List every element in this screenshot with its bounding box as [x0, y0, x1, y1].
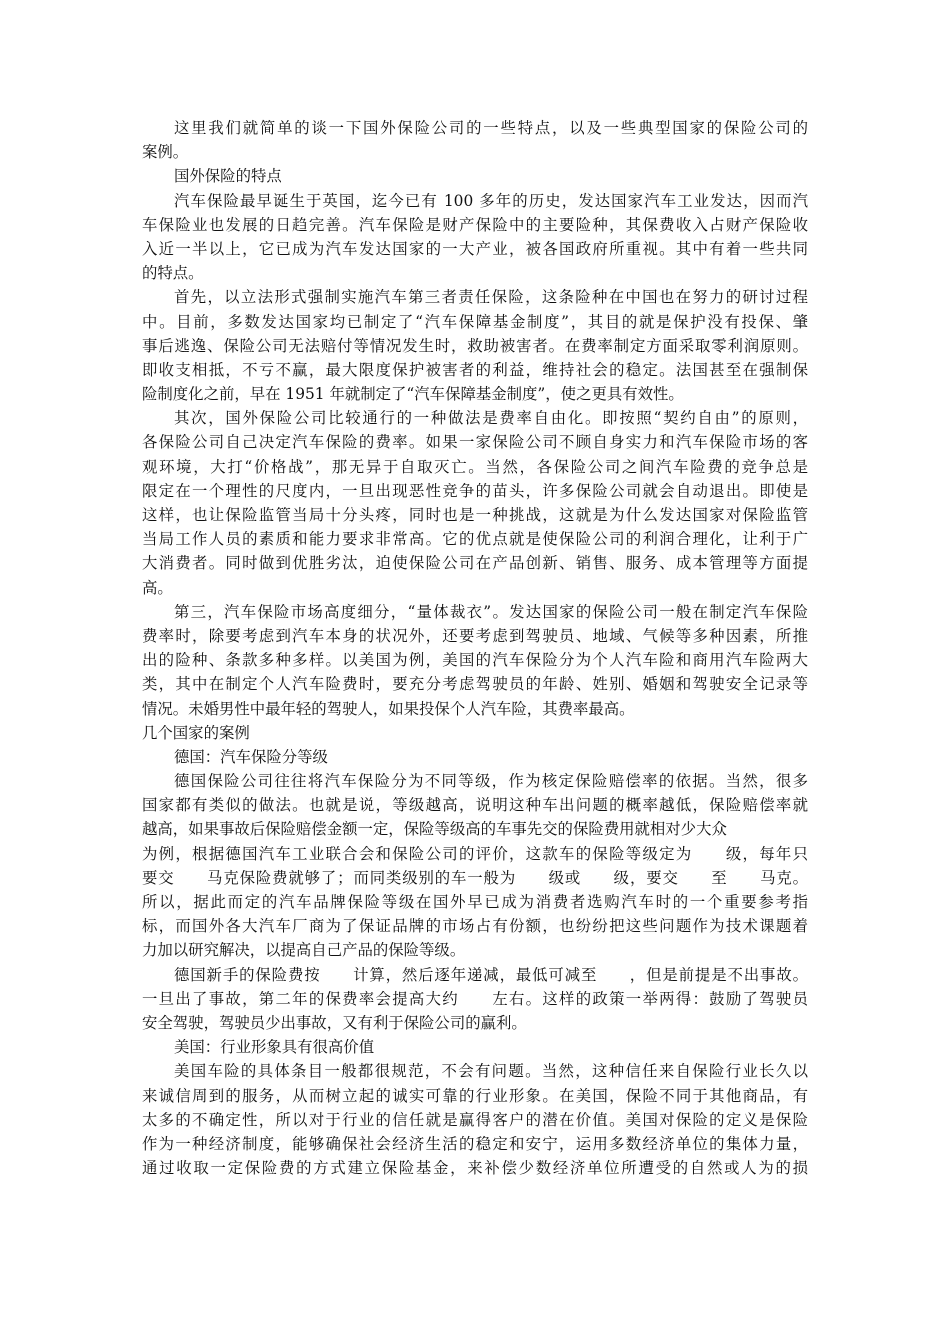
paragraph-line: 一旦出了事故，第二年的保费率会提高大约 左右。这样的政策一举两得：鼓励了驾驶员 — [142, 989, 808, 1008]
paragraph-line: 越高，如果事故后保险赔偿金额一定，保险等级高的车事先交的保险费用就相对少大众 — [142, 820, 727, 839]
paragraph-line: 即收支相抵，不亏不赢，最大限度保护被害者的利益，维持社会的稳定。法国甚至在强制保 — [142, 360, 808, 379]
document-page — [142, 116, 808, 1180]
paragraph-line: 其次，国外保险公司比较通行的一种做法是费率自由化。即按照“契约自由”的原则， — [174, 409, 808, 428]
paragraph-line: 出的险种、条款多种多样。以美国为例，美国的汽车保险分为个人汽车险和商用汽车险两大 — [142, 651, 808, 670]
paragraph-line: 作为一种经济制度，能够确保社会经济生活的稳定和安宁，运用多数经济单位的集体力量， — [142, 1134, 808, 1153]
paragraph-line: 所以，据此而定的汽车品牌保险等级在国外早已成为消费者选购汽车时的一个重要参考指 — [142, 893, 808, 911]
paragraph-line: 限定在一个理性的尺度内，一旦出现恶性竞争的苗头，许多保险公司就会自动退出。即使是 — [142, 481, 808, 500]
intro-line: 案例。 — [142, 143, 189, 162]
paragraph-line: 中。目前，多数发达国家均已制定了“汽车保障基金制度”，其目的就是保护没有投保、肇 — [142, 312, 808, 331]
heading-foreign-insurance-features: 国外保险的特点 — [174, 167, 282, 186]
intro-line: 这里我们就简单的谈一下国外保险公司的一些特点，以及一些典型国家的保险公司的 — [174, 119, 808, 137]
paragraph-line: 汽车保险最早诞生于英国，迄今已有 100 多年的历史，发达国家汽车工业发达，因而汽 — [174, 191, 808, 210]
paragraph-line: 车保险业也发展的日趋完善。汽车保险是财产保险中的主要险种，其保费收入占财产保险收 — [142, 215, 808, 234]
heading-usa: 美国：行业形象具有很高价值 — [174, 1038, 375, 1057]
paragraph-line: 观环境，大打“价格战”，那无异于自取灭亡。当然，各保险公司之间汽车险费的竞争总是 — [142, 457, 808, 476]
paragraph-line: 德国新手的保险费按 计算，然后逐年递减，最低可减至 ，但是前提是不出事故。 — [174, 965, 808, 984]
paragraph-line: 入近一半以上，它已成为汽车发达国家的一大产业，被各国政府所重视。其中有着一些共同 — [142, 239, 808, 258]
paragraph-line: 国家都有类似的做法。也就是说，等级越高，说明这种车出问题的概率越低，保险赔偿率就 — [142, 796, 808, 815]
paragraph-line: 德国保险公司往往将汽车保险分为不同等级，作为核定保险赔偿率的依据。当然，很多 — [174, 772, 808, 791]
paragraph-line: 力加以研究解决，以提高自己产品的保险等级。 — [142, 941, 466, 960]
paragraph-line: 要交 马克保险费就够了；而同类级别的车一般为 级或 级，要交 至 马克。 — [142, 868, 808, 887]
paragraph-line: 情况。未婚男性中最年轻的驾驶人，如果投保个人汽车险，其费率最高。 — [142, 699, 635, 718]
paragraph-line: 高。 — [142, 578, 173, 597]
paragraph-line: 通过收取一定保险费的方式建立保险基金，来补偿少数经济单位所遭受的自然或人为的损 — [142, 1159, 808, 1178]
paragraph-line: 费率时，除要考虑到汽车本身的状况外，还要考虑到驾驶员、地域、气候等多种因素，所推 — [142, 626, 808, 645]
heading-germany: 德国：汽车保险分等级 — [174, 747, 328, 766]
paragraph-line: 当局工作人员的素质和能力要求非常高。它的优点就是使保险公司的利润合理化，让利于广 — [142, 530, 808, 549]
paragraph-line: 安全驾驶，驾驶员少出事故，又有利于保险公司的赢利。 — [142, 1013, 527, 1032]
paragraph-line: 类，其中在制定个人汽车险费时，要充分考虑驾驶员的年龄、姓别、婚姻和驾驶安全记录等 — [142, 675, 808, 694]
paragraph-line: 美国车险的具体条目一般都很规范，不会有问题。当然，这种信任来自保险行业长久以 — [174, 1062, 808, 1081]
paragraph-line: 来诚信周到的服务，从而树立起的诚实可靠的行业形象。在美国，保险不同于其他商品，有 — [142, 1086, 808, 1105]
paragraph-line: 险制度化之前，早在 1951 年就制定了“汽车保障基金制度”，使之更具有效性。 — [142, 385, 684, 404]
paragraph-line: 标，而国外各大汽车厂商为了保证品牌的市场占有份额，也纷纷把这些问题作为技术课题着 — [142, 917, 808, 936]
paragraph-line: 事后逃逸、保险公司无法赔付等情况发生时，救助被害者。在费率制定方面采取零利润原则。 — [142, 336, 808, 355]
paragraph-line: 太多的不确定性，所以对于行业的信任就是赢得客户的潜在价值。美国对保险的定义是保险 — [142, 1110, 808, 1129]
paragraph-line: 这样，也让保险监管当局十分头疼，同时也是一种挑战，这就是为什么发达国家对保险监管 — [142, 506, 808, 524]
paragraph-line: 第三，汽车保险市场高度细分，“量体裁衣”。发达国家的保险公司一般在制定汽车保险 — [174, 602, 808, 621]
heading-country-cases: 几个国家的案例 — [142, 723, 250, 742]
paragraph-line: 大消费者。同时做到优胜劣汰，迫使保险公司在产品创新、销售、服务、成本管理等方面提 — [142, 554, 808, 573]
paragraph-line: 首先，以立法形式强制实施汽车第三者责任保险，这条险种在中国也在努力的研讨过程 — [174, 288, 808, 307]
paragraph-line: 为例，根据德国汽车工业联合会和保险公司的评价，这款车的保险等级定为 级，每年只 — [142, 844, 808, 863]
paragraph-line: 的特点。 — [142, 264, 204, 283]
paragraph-line: 各保险公司自己决定汽车保险的费率。如果一家保险公司不顾自身实力和汽车保险市场的客 — [142, 433, 808, 452]
